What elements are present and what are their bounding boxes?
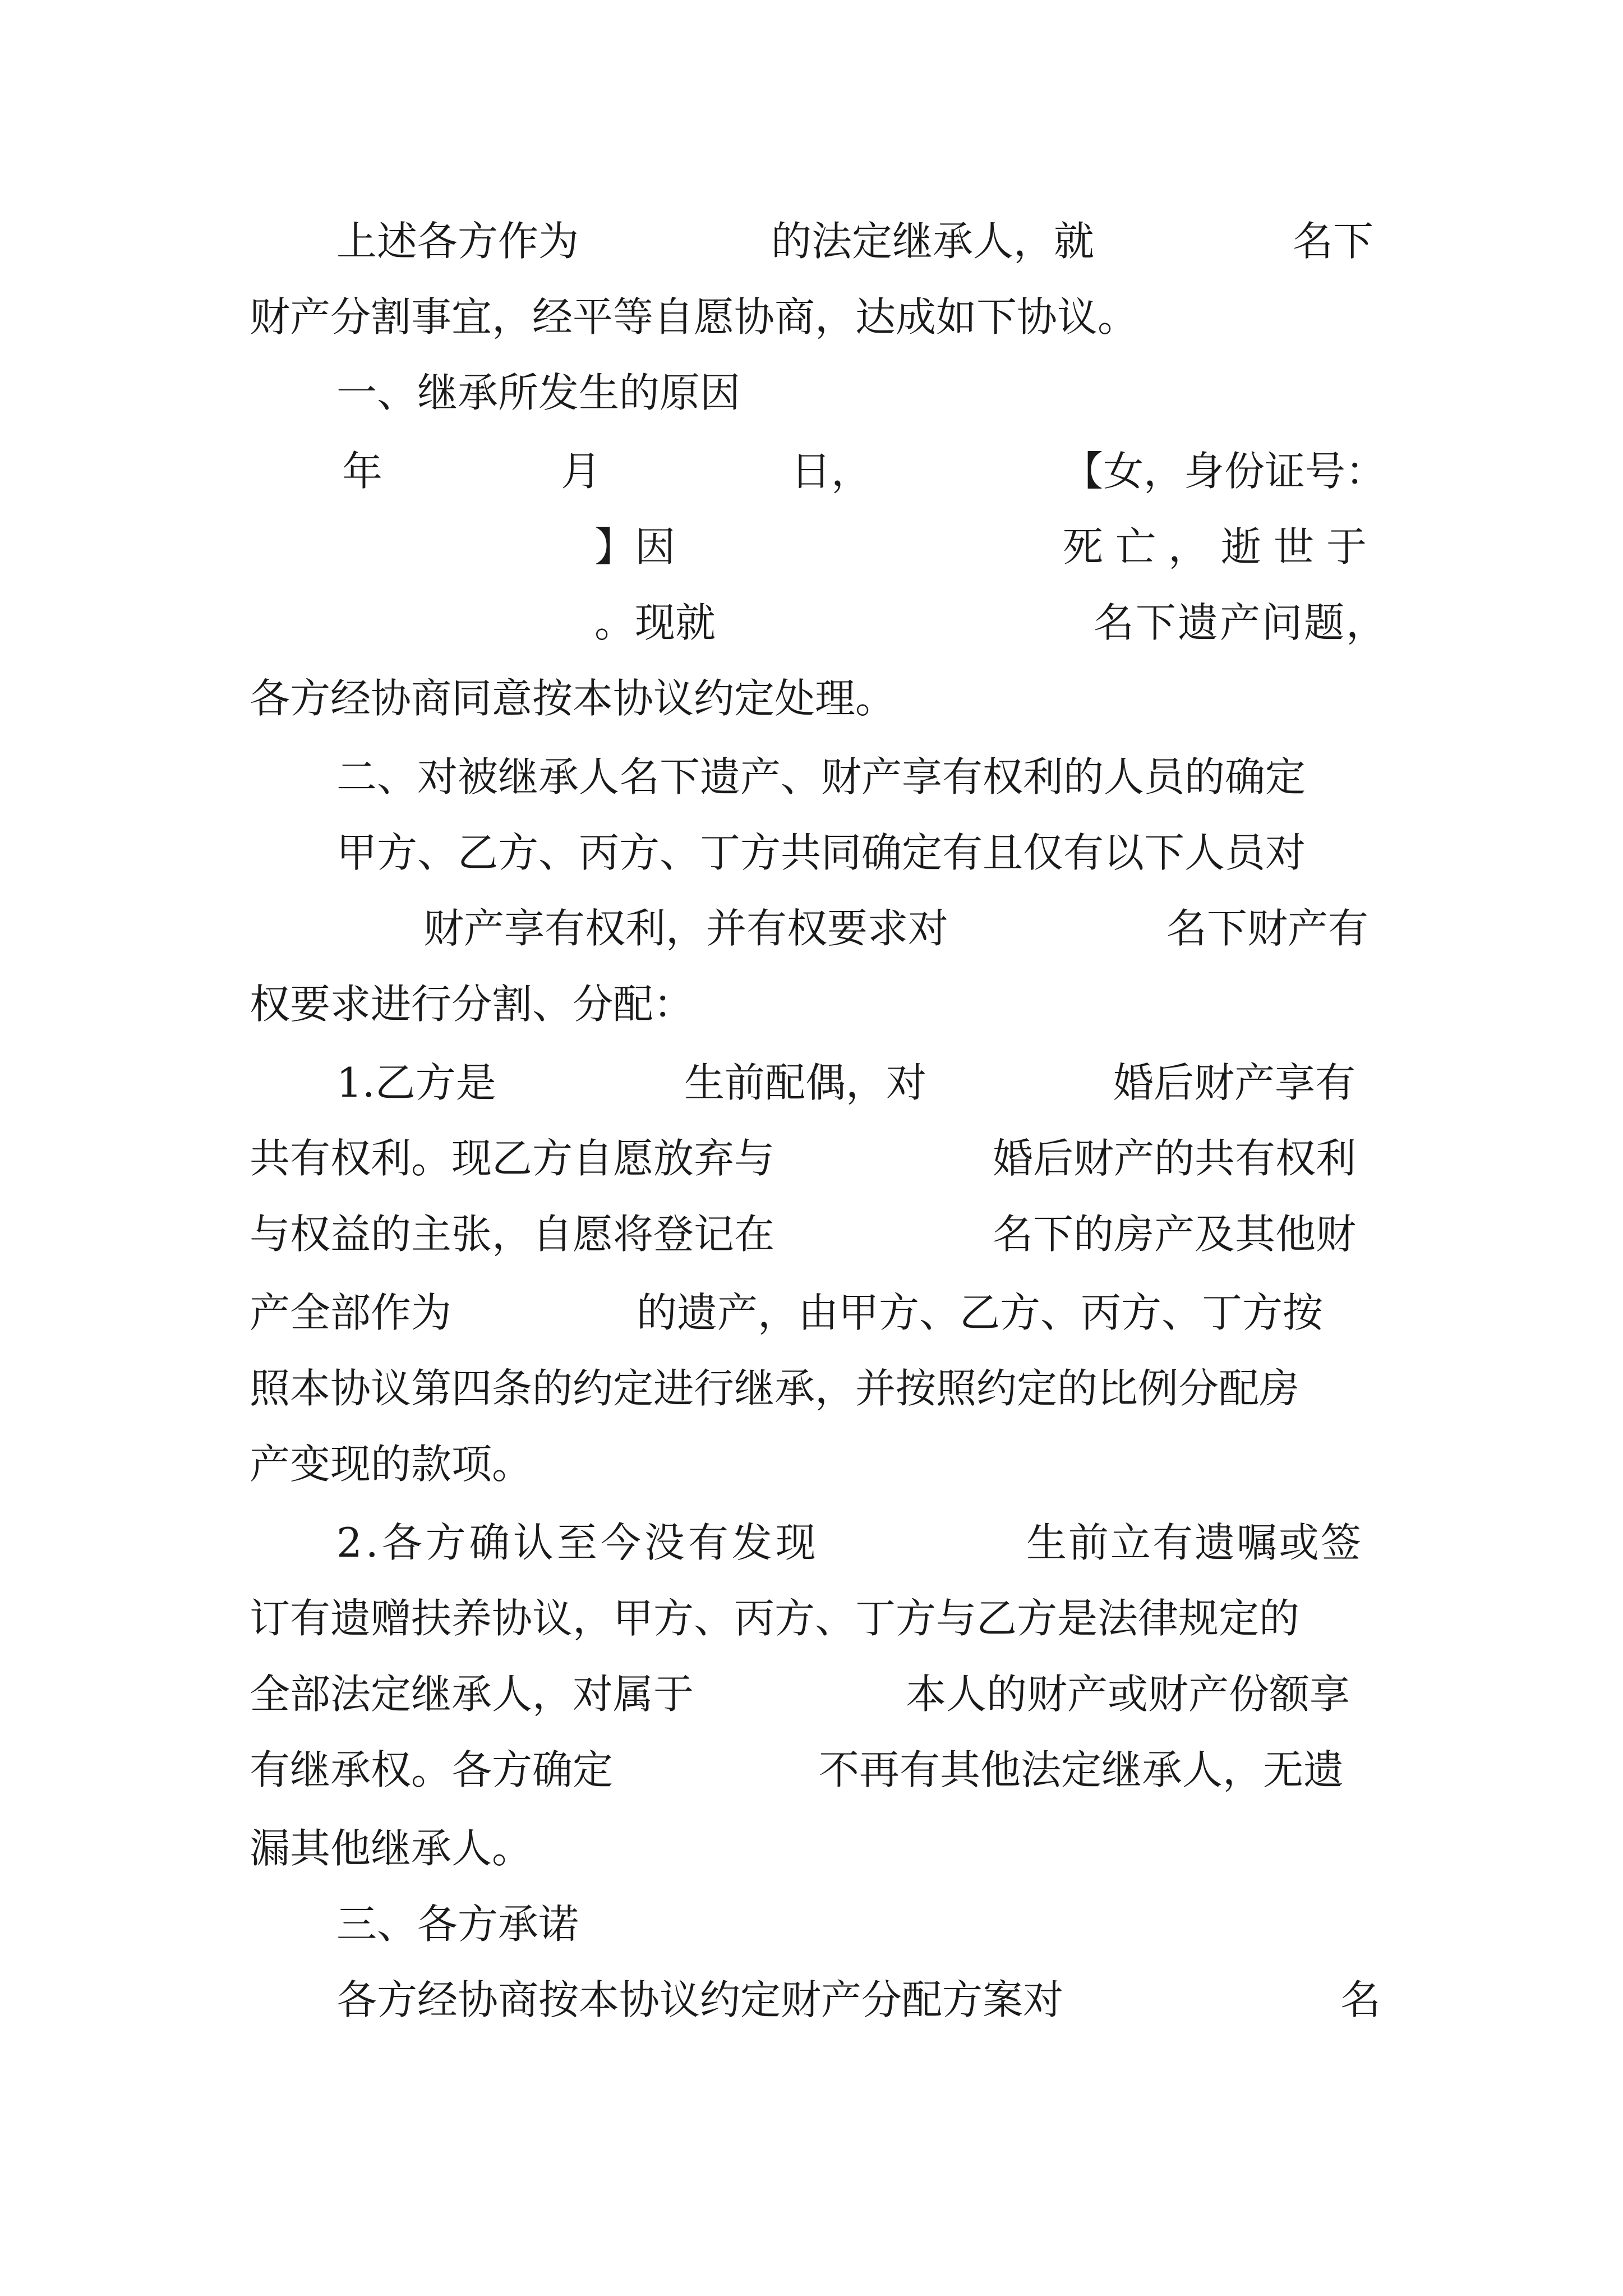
text-segment: 的遗产，由甲方、乙方、丙方、丁方按 bbox=[637, 1289, 1324, 1336]
text-segment: 财产享有权利，并有权要求对 bbox=[423, 905, 949, 952]
text-line bbox=[250, 973, 1380, 1035]
text-segment: 【女，身份证号： bbox=[1063, 448, 1386, 495]
text-segment: 名下 bbox=[1293, 218, 1374, 265]
text-line bbox=[250, 1969, 1380, 2031]
text-segment: 共有权利。现乙方自愿放弃与 bbox=[250, 1135, 775, 1182]
text-segment: 本人的财产或财产份额享 bbox=[906, 1671, 1350, 1718]
text-segment: 月 bbox=[561, 448, 602, 495]
text-segment: 各方经协商同意按本协议约定处理。 bbox=[250, 675, 896, 722]
text-line bbox=[250, 898, 1380, 959]
text-segment: 漏其他继承人。 bbox=[250, 1825, 533, 1872]
text-segment: 产全部作为 bbox=[250, 1289, 452, 1336]
text-line bbox=[250, 1203, 1380, 1265]
text-segment: 婚后财产的共有权利 bbox=[993, 1135, 1357, 1182]
text-segment: 二、对被继承人名下遗产、财产享有权利的人员的确定 bbox=[336, 753, 1306, 800]
text-segment: 甲方、乙方、丙方、丁方共同确定有且仅有以下人员对 bbox=[336, 829, 1306, 876]
text-line bbox=[250, 668, 1380, 729]
text-line bbox=[250, 286, 1380, 348]
text-segment: 名下的房产及其他财 bbox=[993, 1211, 1357, 1258]
text-segment: 。现就 bbox=[594, 599, 716, 646]
text-segment: 不再有其他法定继承人，无遗 bbox=[819, 1746, 1344, 1793]
text-segment: 订有遗赠扶养协议，甲方、丙方、丁方与乙方是法律规定的 bbox=[250, 1595, 1300, 1642]
text-segment: 有继承权。各方确定 bbox=[250, 1746, 614, 1793]
text-segment: 日， bbox=[791, 448, 872, 495]
text-line bbox=[250, 1358, 1380, 1419]
section-heading bbox=[250, 1893, 1380, 1955]
text-line bbox=[250, 592, 1389, 654]
text-segment: 名 bbox=[1340, 1976, 1381, 2023]
text-segment: 死亡，逝世于 bbox=[1063, 523, 1380, 570]
text-segment: 生前配偶，对 bbox=[684, 1059, 927, 1106]
text-line bbox=[250, 1818, 1380, 1879]
text-line bbox=[250, 1512, 1380, 1573]
section-heading bbox=[250, 362, 1380, 424]
text-segment: 年 bbox=[342, 448, 383, 495]
text-segment: 权要求进行分割、分配： bbox=[250, 981, 694, 1028]
text-line bbox=[250, 1128, 1380, 1189]
text-line bbox=[250, 210, 1380, 272]
text-segment: 2.各方确认至今没有发现 bbox=[336, 1519, 819, 1566]
text-line bbox=[250, 1433, 1380, 1495]
text-segment: 与权益的主张，自愿将登记在 bbox=[250, 1211, 775, 1258]
text-segment: 产变现的款项。 bbox=[250, 1441, 533, 1488]
text-segment: 三、各方承诺 bbox=[336, 1901, 579, 1948]
text-segment: 名下遗产问题， bbox=[1094, 599, 1389, 646]
text-segment: 各方经协商按本协议约定财产分配方案对 bbox=[336, 1976, 1064, 2023]
text-line bbox=[250, 1588, 1380, 1649]
text-line bbox=[250, 516, 1380, 578]
text-segment: 1.乙方是 bbox=[336, 1059, 496, 1106]
text-segment: 】因 bbox=[594, 523, 676, 570]
text-line bbox=[250, 1663, 1380, 1725]
text-segment: 一、继承所发生的原因 bbox=[336, 369, 741, 416]
text-segment: 上述各方作为 bbox=[336, 218, 579, 265]
text-segment: 名下财产有 bbox=[1166, 905, 1369, 952]
text-segment: 婚后财产享有 bbox=[1113, 1059, 1356, 1106]
text-line bbox=[250, 822, 1380, 884]
text-segment: 照本协议第四条的约定进行继承，并按照约定的比例分配房 bbox=[250, 1365, 1300, 1412]
text-line bbox=[250, 1282, 1380, 1343]
text-line bbox=[250, 440, 1386, 502]
text-line bbox=[250, 1739, 1380, 1801]
text-segment: 全部法定继承人，对属于 bbox=[250, 1671, 694, 1718]
text-segment: 生前立有遗嘱或签 bbox=[1026, 1519, 1363, 1566]
text-segment: 财产分割事宜，经平等自愿协商，达成如下协议。 bbox=[250, 293, 1138, 341]
text-line bbox=[250, 1052, 1380, 1114]
text-segment: 的法定继承人，就 bbox=[771, 218, 1095, 265]
section-heading bbox=[250, 746, 1380, 808]
